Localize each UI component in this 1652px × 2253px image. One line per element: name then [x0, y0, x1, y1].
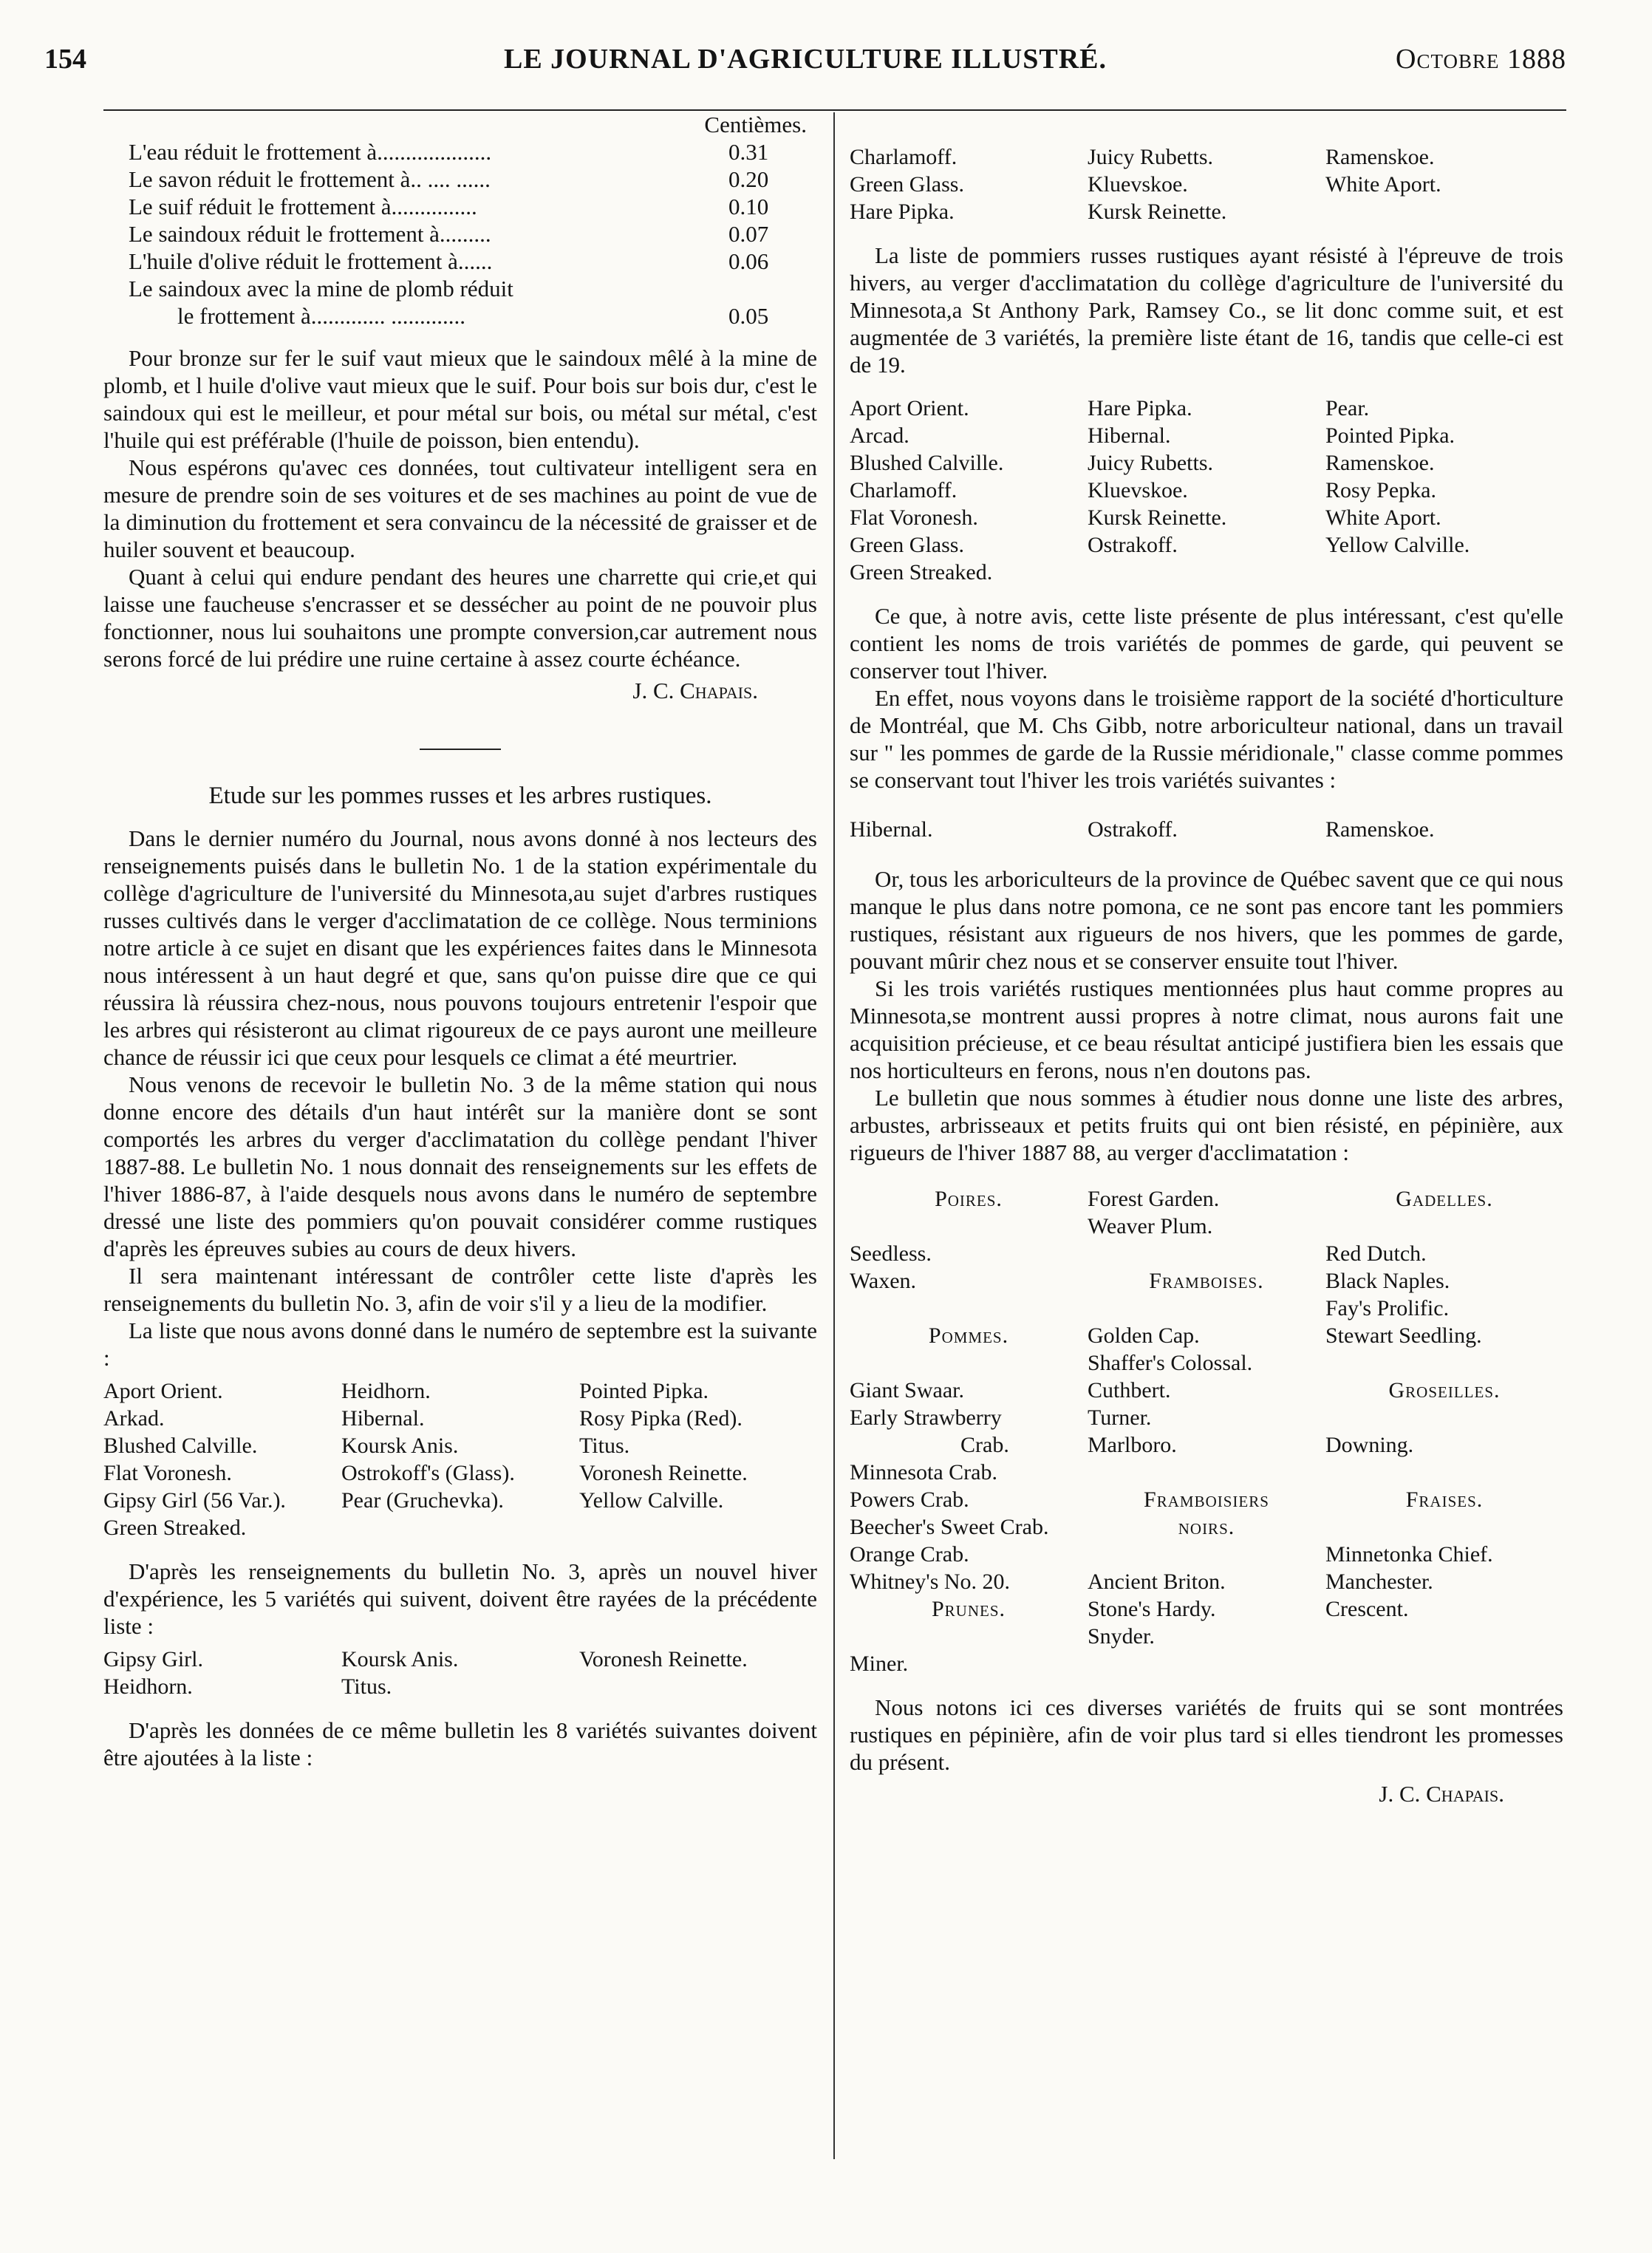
friction-text: Le savon réduit le frottement à.. .... ......: [129, 166, 491, 192]
variety: Stewart Seedling.: [1325, 1323, 1482, 1348]
variety: Charlamoff.: [850, 145, 958, 169]
variety: Flat Voronesh.: [103, 1461, 232, 1485]
friction-text: L'eau réduit le frottement à....................: [129, 139, 492, 165]
right-column: [850, 111, 1563, 1812]
variety: Flat Voronesh.: [850, 505, 978, 530]
variety: Forest Garden.: [1088, 1187, 1220, 1211]
variety: Fay's Prolific.: [1325, 1296, 1450, 1320]
list-row: [850, 422, 1563, 449]
variety: White Aport.: [1325, 172, 1441, 197]
friction-value: 0.06: [728, 248, 769, 274]
friction-table: [103, 138, 817, 330]
variety: Hibernal.: [341, 1406, 425, 1431]
list-row: [850, 816, 1563, 843]
friction-row: [103, 302, 817, 330]
friction-text: L'huile d'olive réduit le frottement à......: [129, 248, 493, 274]
friction-value: 0.07: [728, 221, 769, 247]
variety: Green Streaked.: [850, 560, 993, 584]
variety: Heidhorn.: [341, 1379, 431, 1403]
variety: Titus.: [341, 1674, 392, 1699]
paragraph: Si les trois variétés rustiques mentionnées plus haut comme propres au Minnesota,se montrent aussi propres à notre climat, nous aurons fait une acquisition précieuse, et ce beau résultat anticipé justifiera bien les essais que nos horticulteurs en ferons, nous n'en doutons pas.: [850, 975, 1563, 1083]
paragraph: Le bulletin que nous sommes à étudier nous donne une liste des arbres, arbustes, arbrisseaux et petits fruits qui ont bien résisté, en pépinière, aux rigueurs de l'hiver 1887 88, au verger d'acclimatation :: [850, 1085, 1563, 1165]
category-poires: Poires.: [935, 1187, 1003, 1211]
friction-text: Le suif réduit le frottement à...............: [129, 194, 477, 219]
variety: Voronesh Reinette.: [579, 1647, 748, 1671]
friction-value: 0.05: [728, 303, 769, 329]
variety-list-added: [850, 143, 1563, 225]
journal-title: LE JOURNAL D'AGRICULTURE ILLUSTRÉ.: [503, 44, 1107, 75]
variety: Pear.: [1325, 396, 1370, 420]
category-framboises: Framboises.: [1149, 1269, 1264, 1293]
variety: Gipsy Girl (56 Var.).: [103, 1488, 286, 1513]
paragraph: La liste de pommiers russes rustiques ayant résisté à l'épreuve de trois hivers, au verger d'acclimatation du collège d'agriculture de l'université du Minnesota,a St Anthony Park, Ramsey Co., se lit donc comme suit, et est augmentée de 3 variétés, la première liste étant de 16, tandis que celle-ci est de 19.: [850, 242, 1563, 378]
article-title: Etude sur les pommes russes et les arbres rustiques.: [208, 783, 712, 809]
section-divider: [420, 749, 501, 750]
variety: Minnetonka Chief.: [1325, 1542, 1493, 1567]
variety: Ramenskoe.: [1325, 451, 1435, 475]
variety: Blushed Calville.: [850, 451, 1004, 475]
category-noirs: noirs.: [1178, 1515, 1235, 1539]
paragraph: Ce que, à notre avis, cette liste présente de plus intéressant, c'est qu'elle contient les noms de trois variétés de pommes de garde, qui peuvent se conserver tout l'hiver.: [850, 603, 1563, 684]
variety: Aport Orient.: [850, 396, 969, 420]
category-fraises: Fraises.: [1405, 1487, 1484, 1512]
list-row: [850, 559, 1563, 586]
list-row: [850, 504, 1563, 531]
variety: Golden Cap.: [1088, 1323, 1200, 1348]
friction-row: [103, 166, 817, 193]
list-row: [103, 1377, 817, 1405]
variety: Weaver Plum.: [1088, 1214, 1213, 1238]
variety: Juicy Rubetts.: [1088, 145, 1213, 169]
variety: Green Glass.: [850, 172, 964, 197]
variety: Pear (Gruchevka).: [341, 1488, 504, 1513]
variety-list-removed: [103, 1646, 817, 1700]
variety: Rosy Pipka (Red).: [579, 1406, 743, 1431]
variety: Green Glass.: [850, 533, 964, 557]
variety: Ramenskoe.: [1325, 145, 1435, 169]
paragraph: La liste que nous avons donné dans le numéro de septembre est la suivante :: [103, 1318, 817, 1371]
friction-text: le frottement à............. .............: [177, 303, 465, 329]
list-row: [103, 1487, 817, 1514]
paragraph: Quant à celui qui endure pendant des heures une charrette qui crie,et qui laisse une faucheuse s'encrasser et se dessécher au point de ne pouvoir plus fonctionner, nous lui souhaitons une prompte conversion,car autrement nous serons forcé de lui prédire une ruine certaine à assez courte échéance.: [103, 564, 817, 672]
paragraph: En effet, nous voyons dans le troisième rapport de la société d'horticulture de Montréal, que M. Chs Gibb, notre arboriculteur national, dans un travail sur " les pommes de garde de la Russie méridionale," classe comme pommes se conservant tout l'hiver les trois variétés suivantes :: [850, 685, 1563, 793]
variety: Arcad.: [850, 423, 909, 448]
paragraph: Nous venons de recevoir le bulletin No. 3 de la même station qui nous donne encore des détails d'un haut intérêt sur la manière dont se sont comportés les arbres du verger d'acclimatation du collège pendant l'hiver 1887-88. Le bulletin No. 1 nous donnait des renseignements sur les effets de l'hiver 1886-87, à l'aide desquels nous avons dans le numéro de septembre dressé une liste des pommiers qu'on pouvait considérer comme rustiques d'après les épreuves subies au cours de deux hivers.: [103, 1071, 817, 1261]
paragraph: Dans le dernier numéro du Journal, nous avons donné à nos lecteurs des renseignements puisés dans le bulletin No. 1 de la station expérimentale du collège d'agriculture de l'université du Minnesota,au sujet d'arbres rustiques russes cultivés dans le verger d'acclimatation de ce collège. Nous terminions notre article à ce sujet en disant que les expériences faites dans le Minnesota nous intéressent à un haut degré et que, sans qu'on puisse dire que ce qui réussira là réussira chez-nous, nous pouvons toujours entretenir l'espoir que les arbres qui résisteront au climat rigoureux de ce pays auront une meilleure chance de réussir ici que ceux pour lesquels ce climat a été meurtrier.: [103, 825, 817, 1070]
list-row: [850, 143, 1563, 171]
friction-row: [103, 193, 817, 220]
paragraph: Pour bronze sur fer le suif vaut mieux que le saindoux mêlé à la mine de plomb, et l huile d'olive vaut mieux que le suif. Pour bois sur bois dur, c'est le saindoux qui est le meilleur, et pour métal sur bois, ou métal sur métal, c'est l'huile qui est préférable (l'huile de poisson, bien entendu).: [103, 345, 817, 453]
variety: Pointed Pipka.: [579, 1379, 709, 1403]
variety-list-final: [850, 395, 1563, 586]
friction-value: 0.20: [728, 166, 769, 192]
variety: Titus.: [579, 1434, 630, 1458]
category-gadelles: Gadelles.: [1396, 1187, 1493, 1211]
list-row: [103, 1405, 817, 1432]
category-framboisiers: Framboisiers: [1144, 1487, 1269, 1512]
list-row: [103, 1459, 817, 1487]
variety: Juicy Rubetts.: [1088, 451, 1213, 475]
variety: Hare Pipka.: [850, 200, 955, 224]
variety: Hibernal.: [1088, 423, 1171, 448]
variety: Hare Pipka.: [1088, 396, 1192, 420]
variety: Voronesh Reinette.: [579, 1461, 748, 1485]
paragraph: Il sera maintenant intéressant de contrôler cette liste d'après les renseignements du bulletin No. 3, afin de voir s'il y a lieu de la modifier.: [103, 1263, 817, 1316]
variety: Cuthbert.: [1088, 1378, 1171, 1402]
friction-value: 0.10: [728, 194, 769, 219]
left-column: [103, 111, 817, 1771]
variety: Marlboro.: [1088, 1433, 1177, 1457]
issue-date: Octobre 1888: [1396, 44, 1566, 75]
variety: Downing.: [1325, 1433, 1414, 1457]
variety: Orange Crab.: [850, 1542, 969, 1567]
variety: Ancient Briton.: [1088, 1569, 1226, 1594]
page-number: 154: [44, 44, 86, 75]
friction-value: 0.31: [728, 139, 769, 165]
variety: Yellow Calville.: [579, 1488, 724, 1513]
category-pommes: Pommes.: [928, 1323, 1009, 1348]
variety: Koursk Anis.: [341, 1434, 459, 1458]
variety: Koursk Anis.: [341, 1647, 459, 1671]
running-header: [44, 43, 1566, 84]
variety: Manchester.: [1325, 1569, 1433, 1594]
variety: Kursk Reinette.: [1088, 505, 1227, 530]
variety: Kluevskoe.: [1088, 478, 1188, 502]
list-row: [850, 395, 1563, 422]
list-row: [103, 1673, 817, 1700]
variety: Snyder.: [1088, 1624, 1155, 1649]
list-row: [850, 171, 1563, 198]
paragraph: Or, tous les arboriculteurs de la province de Québec savent que ce qui nous manque le plus dans notre pomona, ce ne sont pas encore tant les pommiers rustiques, résistant aux rigueurs de nos hivers, que les pommes de garde, pouvant mûrir chez nous et se conserver ensuite tout l'hiver.: [850, 866, 1563, 974]
variety: Hibernal.: [850, 817, 933, 842]
paragraph: D'après les renseignements du bulletin No. 3, après un nouvel hiver d'expérience, les 5 variétés qui suivent, doivent être rayées de la précédente liste :: [103, 1558, 817, 1639]
variety: Aport Orient.: [103, 1379, 223, 1403]
list-row: [850, 531, 1563, 559]
fruit-varieties-list: [850, 1185, 1563, 1677]
variety: Whitney's No. 20.: [850, 1569, 1011, 1594]
friction-value: [728, 275, 817, 302]
list-row: [103, 1514, 817, 1541]
signature: J. C. Chapais.: [1379, 1781, 1504, 1807]
variety: Rosy Pepka.: [1325, 478, 1436, 502]
friction-text: Le saindoux avec la mine de plomb réduit: [129, 276, 513, 301]
friction-row: [103, 220, 817, 248]
list-row: [850, 198, 1563, 225]
variety: Shaffer's Colossal.: [1088, 1351, 1253, 1375]
variety: Early Strawberry: [850, 1405, 1002, 1430]
variety: Arkad.: [103, 1406, 165, 1431]
column-divider: [833, 112, 835, 2159]
variety: Heidhorn.: [103, 1674, 193, 1699]
variety: Powers Crab.: [850, 1487, 969, 1512]
category-groseilles: Groseilles.: [1388, 1378, 1501, 1402]
variety: Black Naples.: [1325, 1269, 1450, 1293]
variety: Crescent.: [1325, 1597, 1409, 1621]
variety: Stone's Hardy.: [1088, 1597, 1216, 1621]
list-row: [850, 477, 1563, 504]
variety: Crab.: [960, 1433, 1009, 1457]
friction-unit: Centièmes.: [704, 112, 807, 137]
variety-list-september: [103, 1377, 817, 1541]
variety: Miner.: [850, 1652, 909, 1676]
variety-list-keeping: [850, 816, 1563, 843]
variety: Gipsy Girl.: [103, 1647, 203, 1671]
paragraph: Nous espérons qu'avec ces données, tout cultivateur intelligent sera en mesure de prendre soin de ses voitures et de ses machines au point de vue de la diminution du frottement et sera convaincu de la nécessité de graisser et de huiler souvent et beaucoup.: [103, 454, 817, 562]
variety: Ostrokoff's (Glass).: [341, 1461, 515, 1485]
list-row: [103, 1432, 817, 1459]
signature: J. C. Chapais.: [632, 678, 758, 703]
variety: Red Dutch.: [1325, 1241, 1427, 1266]
variety: Seedless.: [850, 1241, 932, 1266]
variety: Kluevskoe.: [1088, 172, 1188, 197]
variety: Waxen.: [850, 1269, 917, 1293]
category-prunes: Prunes.: [931, 1597, 1006, 1621]
variety: Blushed Calville.: [103, 1434, 258, 1458]
variety: Ostrakoff.: [1088, 817, 1178, 842]
variety: Charlamoff.: [850, 478, 958, 502]
variety: White Aport.: [1325, 505, 1441, 530]
variety: Pointed Pipka.: [1325, 423, 1455, 448]
friction-text: Le saindoux réduit le frottement à.........: [129, 221, 491, 247]
friction-row: [103, 248, 817, 275]
variety: Turner.: [1088, 1405, 1152, 1430]
variety: Giant Swaar.: [850, 1378, 964, 1402]
variety: Minnesota Crab.: [850, 1460, 997, 1485]
variety: Ostrakoff.: [1088, 533, 1178, 557]
variety: Green Streaked.: [103, 1516, 247, 1540]
variety: Yellow Calville.: [1325, 533, 1470, 557]
variety: Kursk Reinette.: [1088, 200, 1227, 224]
friction-row: [103, 275, 817, 302]
paragraph: D'après les données de ce même bulletin les 8 variétés suivantes doivent être ajoutées à la liste :: [103, 1717, 817, 1770]
list-row: [103, 1646, 817, 1673]
friction-row: [103, 138, 817, 166]
list-row: [850, 449, 1563, 477]
variety: Ramenskoe.: [1325, 817, 1435, 842]
variety: Beecher's Sweet Crab.: [850, 1515, 1049, 1539]
paragraph: Nous notons ici ces diverses variétés de fruits qui se sont montrées rustiques en pépinière, afin de voir plus tard si elles tiendront les promesses du présent.: [850, 1694, 1563, 1775]
